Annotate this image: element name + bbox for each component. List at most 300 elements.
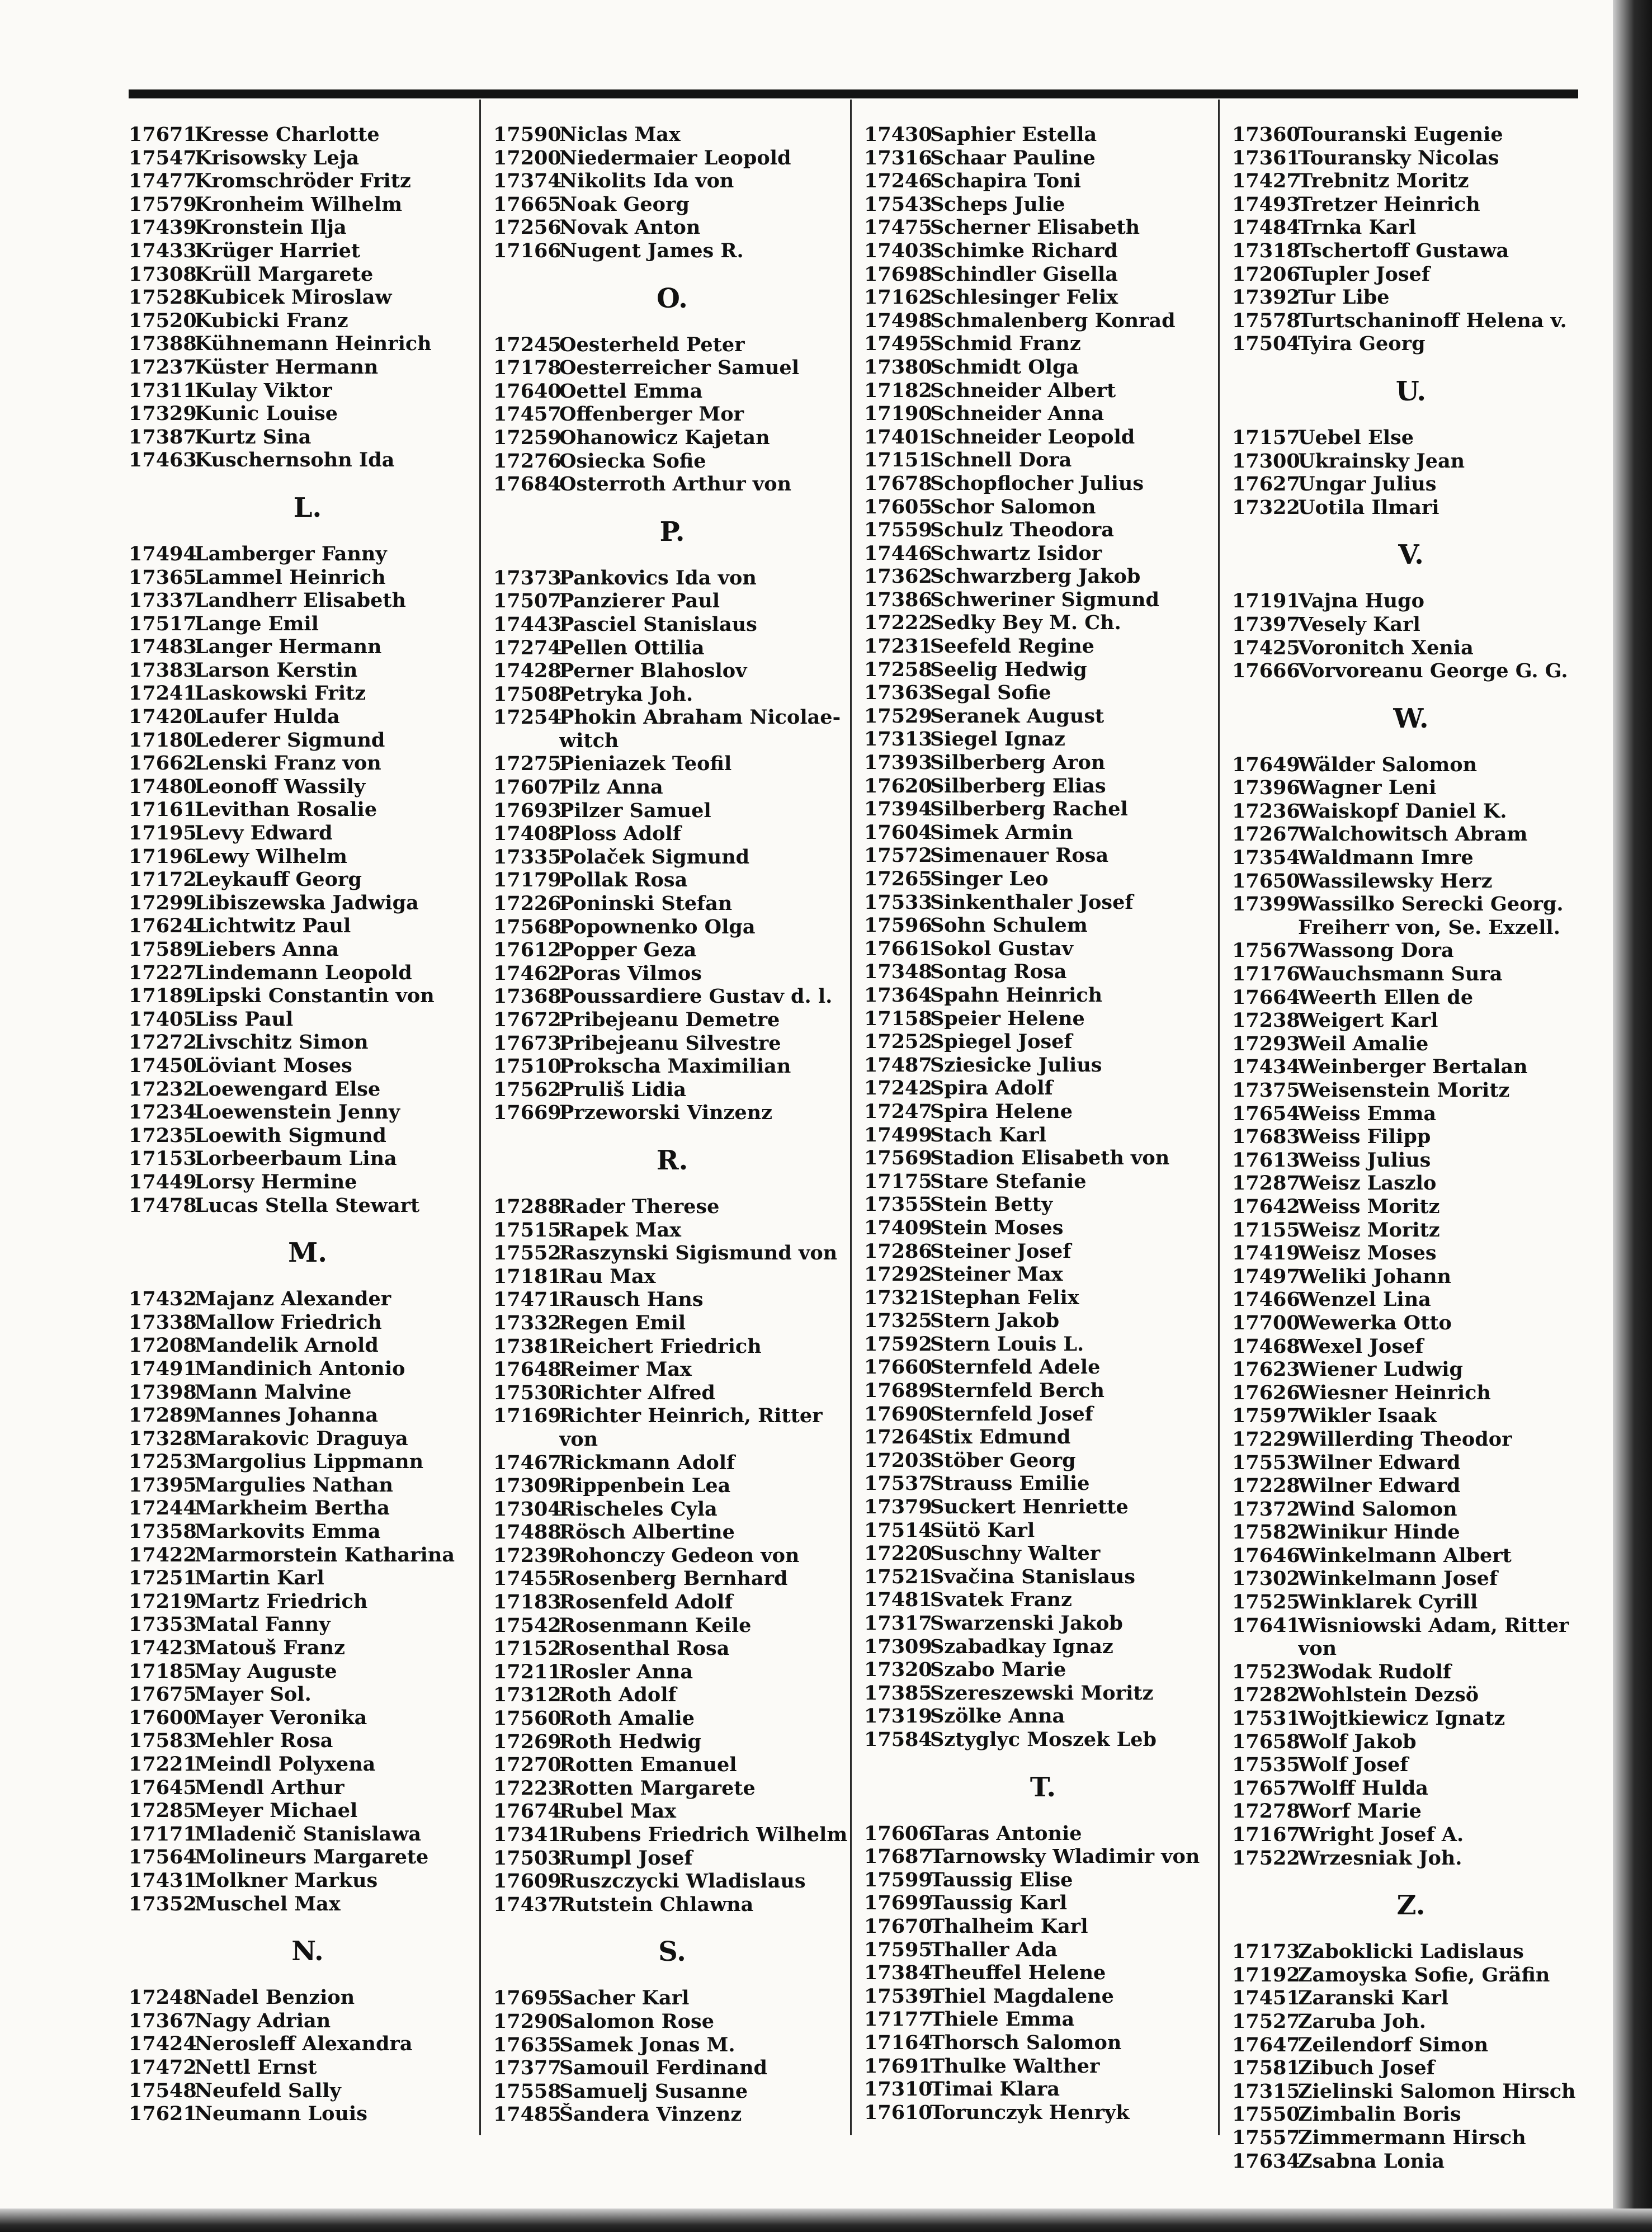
entry-number: 17475 [864, 216, 932, 239]
entry-number: 17661 [864, 937, 932, 960]
entry-number: 17564 [129, 1846, 197, 1869]
entry-name: Tschertoff Gustawa [1298, 239, 1509, 262]
entry-number: 17471 [493, 1288, 561, 1311]
section-letter-heading: U. [1395, 375, 1427, 407]
list-entry [864, 542, 1222, 565]
entry-name: Weerth Ellen de [1298, 985, 1474, 1009]
entry-name: Rapek Max [559, 1218, 682, 1242]
entry-name: Nettl Ernst [195, 2055, 317, 2079]
entry-name: Schweriner Sigmund [930, 588, 1159, 611]
list-entry [129, 914, 487, 938]
list-entry [1232, 2080, 1590, 2103]
entry-name: Wassilko Serecki Georg. [1298, 893, 1564, 916]
entry-name: Osterroth Arthur von [559, 473, 792, 496]
entry-number: 17358 [129, 1520, 197, 1544]
entry-number: 17647 [1232, 2033, 1300, 2056]
entry-name: Kunic Louise [195, 402, 338, 426]
entry-name: Kühnemann Heinrich [195, 332, 432, 356]
entry-name: Martin Karl [195, 1566, 324, 1590]
list-entry [129, 1450, 487, 1474]
entry-number: 17236 [1232, 799, 1300, 823]
entry-name: Meindl Polyxena [195, 1753, 376, 1776]
list-entry [864, 2101, 1222, 2125]
list-entry [864, 658, 1222, 682]
entry-number: 17320 [864, 1658, 932, 1682]
list-entry [864, 1309, 1222, 1333]
entry-number: 17182 [864, 379, 932, 402]
list-entry [864, 1542, 1222, 1565]
section-letter-heading: Z. [1396, 1890, 1426, 1922]
entry-number: 17514 [864, 1518, 932, 1542]
entry-number: 17590 [493, 123, 561, 146]
entry-name: Panzierer Paul [559, 589, 720, 613]
entry-number: 17584 [864, 1728, 932, 1751]
entry-name: Weiss Moritz [1298, 1195, 1440, 1218]
entry-name: Pankovics Ida von [559, 566, 757, 589]
list-entry [129, 635, 487, 659]
list-entry [1232, 332, 1590, 356]
entry-name: Wolff Hulda [1298, 1776, 1428, 1800]
list-entry [1232, 1683, 1590, 1707]
entry-name: Samuelj Susanne [559, 2079, 748, 2103]
entry-name: Loewith Sigmund [195, 1124, 386, 1147]
entry-number: 17380 [864, 355, 932, 379]
entry-number: 17610 [864, 2101, 932, 2124]
entry-number: 17177 [864, 2008, 932, 2031]
entry-number: 17645 [129, 1776, 197, 1799]
entry-name: Segal Sofie [930, 681, 1051, 705]
entry-number: 17269 [493, 1730, 561, 1753]
entry-name: Stadion Elisabeth von [930, 1146, 1170, 1170]
entry-number: 17267 [1232, 823, 1300, 846]
entry-number: 17394 [864, 798, 932, 821]
list-entry [1232, 846, 1590, 870]
list-entry [864, 1356, 1222, 1379]
entry-number: 17562 [493, 1078, 561, 1101]
entry-name: Rosler Anna [559, 1660, 693, 1683]
entry-name: Zaboklicki Ladislaus [1298, 1940, 1524, 1964]
entry-name: Wikler Isaak [1298, 1404, 1437, 1428]
column-1 [129, 123, 487, 2126]
entry-name: Weiss Filipp [1298, 1125, 1431, 1149]
entry-name: Spira Adolf [930, 1077, 1053, 1100]
entry-name: Poussardiere Gustav d. l. [559, 985, 833, 1008]
entry-name: Winkelmann Albert [1298, 1544, 1512, 1567]
entry-name: Mladenič Stanislawa [195, 1822, 422, 1846]
entry-number: 17321 [864, 1286, 932, 1309]
entry-number: 17403 [864, 239, 932, 262]
entry-number: 17650 [1232, 869, 1300, 893]
entry-number: 17599 [864, 1868, 932, 1891]
list-entry [493, 1986, 851, 2010]
list-entry [1232, 2150, 1590, 2173]
entry-name: Mendl Arthur [195, 1776, 344, 1799]
entry-name: Kubicek Miroslaw [195, 286, 392, 309]
entry-name: Rosenthal Rosa [559, 1637, 730, 1660]
entry-name: Tupler Josef [1298, 262, 1430, 286]
entry-number: 17315 [1232, 2079, 1300, 2103]
list-entry [1232, 962, 1590, 986]
list-entry [129, 123, 487, 147]
list-entry [493, 380, 851, 403]
list-entry [1232, 1125, 1590, 1149]
list-entry [1232, 193, 1590, 216]
entry-number: 17195 [129, 822, 197, 845]
entry-name: Krisowsky Leja [195, 146, 360, 169]
entry-name: Wodak Rudolf [1298, 1660, 1452, 1683]
page-edge-shadow [0, 2209, 1652, 2232]
list-entry [864, 705, 1222, 728]
entry-name: Meyer Michael [195, 1799, 358, 1823]
entry-number: 17355 [864, 1193, 932, 1216]
list-entry [1232, 1707, 1590, 1730]
entry-number: 17173 [1232, 1940, 1300, 1964]
entry-number: 17309 [864, 1635, 932, 1658]
entry-name: Raszynski Sigismund von [559, 1242, 838, 1265]
entry-number: 17423 [129, 1636, 197, 1660]
entry-number: 17431 [129, 1868, 197, 1892]
list-entry [864, 356, 1222, 379]
list-entry [864, 379, 1222, 403]
list-entry [1232, 1358, 1590, 1381]
list-entry [864, 216, 1222, 239]
entry-number: 17208 [129, 1334, 197, 1357]
entry-number: 17683 [1232, 1125, 1300, 1149]
list-entry [129, 216, 487, 239]
list-entry [1232, 1032, 1590, 1056]
list-entry [864, 309, 1222, 333]
list-entry [1232, 800, 1590, 823]
entry-number: 17341 [493, 1823, 561, 1846]
list-entry [129, 169, 487, 193]
entry-number: 17235 [129, 1124, 197, 1147]
list-entry [129, 891, 487, 915]
entry-number: 17153 [129, 1147, 197, 1171]
entry-name: Rosenberg Bernhard [559, 1567, 788, 1591]
entry-number: 17365 [129, 565, 197, 589]
entry-name: Landherr Elisabeth [195, 589, 406, 612]
entry-name: Wind Salomon [1298, 1497, 1457, 1521]
entry-number: 17169 [493, 1404, 561, 1428]
entry-name: Walchowitsch Abram [1298, 823, 1528, 846]
entry-number: 17572 [864, 844, 932, 867]
entry-name: Lamberger Fanny [195, 542, 387, 565]
entry-number: 17310 [864, 2078, 932, 2101]
entry-name: Schlesinger Felix [930, 286, 1118, 309]
entry-number: 17678 [864, 471, 932, 495]
entry-number: 17425 [1232, 636, 1300, 659]
entry-name: Lindemann Leopold [195, 961, 412, 984]
entry-number: 17499 [864, 1123, 932, 1146]
list-entry [864, 1565, 1222, 1589]
list-entry [129, 845, 487, 869]
entry-number: 17457 [493, 403, 561, 426]
list-entry [129, 1381, 487, 1404]
entry-name: Pribejeanu Silvestre [559, 1031, 781, 1055]
entry-name: Thiel Magdalene [930, 1984, 1114, 2008]
entry-name: Silberberg Aron [930, 751, 1106, 775]
entry-name: Wolf Josef [1298, 1753, 1409, 1777]
entry-name: Nagy Adrian [195, 2009, 331, 2032]
entry-name: Sztyglyc Moszek Leb [930, 1728, 1157, 1751]
entry-number: 17684 [493, 473, 561, 496]
entry-number: 17495 [864, 332, 932, 356]
entry-name: Weigert Karl [1298, 1009, 1438, 1032]
list-entry [864, 960, 1222, 984]
entry-number: 17312 [493, 1683, 561, 1707]
entry-number: 17657 [1232, 1776, 1300, 1800]
entry-name: Poninski Stefan [559, 892, 733, 916]
entry-number: 17624 [129, 914, 197, 938]
list-entry [1232, 123, 1590, 147]
entry-name: Rader Therese [559, 1195, 720, 1218]
list-entry [864, 1426, 1222, 1449]
list-entry [129, 1054, 487, 1078]
entry-name: Winikur Hinde [1298, 1521, 1460, 1544]
list-entry [864, 1146, 1222, 1170]
entry-name: Prokscha Maximilian [559, 1055, 791, 1078]
list-entry [493, 426, 851, 450]
list-entry [493, 333, 851, 357]
entry-name: Lucas Stella Stewart [195, 1193, 420, 1217]
entry-number: 17228 [1232, 1474, 1300, 1498]
entry-number: 17422 [129, 1543, 197, 1566]
list-entry [129, 659, 487, 682]
entry-number: 17253 [129, 1450, 197, 1474]
entry-number: 17392 [1232, 286, 1300, 309]
entry-number: 17166 [493, 239, 561, 262]
list-entry [864, 239, 1222, 263]
top-rule [129, 89, 1578, 98]
entry-number: 17483 [129, 635, 197, 659]
list-entry [129, 1497, 487, 1520]
entry-number: 17522 [1232, 1846, 1300, 1870]
entry-number: 17304 [493, 1497, 561, 1521]
list-entry [1232, 239, 1590, 263]
entry-name: Zaranski Karl [1298, 1986, 1449, 2010]
entry-number: 17581 [1232, 2056, 1300, 2080]
list-entry [864, 1449, 1222, 1473]
list-entry [129, 1986, 487, 2009]
entry-number: 17375 [1232, 1079, 1300, 1102]
list-entry [493, 356, 851, 380]
list-entry [129, 729, 487, 752]
entry-number: 17292 [864, 1263, 932, 1286]
entry-name: Tur Libe [1298, 286, 1390, 309]
entry-number: 17319 [864, 1705, 932, 1728]
entry-number: 17640 [493, 379, 561, 403]
list-entry [864, 937, 1222, 961]
list-entry [129, 147, 487, 170]
entry-name: Samek Jonas M. [559, 2033, 735, 2056]
entry-name: Roth Hedwig [559, 1730, 701, 1753]
entry-name: Margolius Lippmann [195, 1450, 424, 1474]
entry-name: Zimmermann Hirsch [1298, 2126, 1526, 2149]
section-letter-heading: O. [657, 282, 688, 314]
list-entry-continuation [493, 1428, 851, 1451]
list-entry [864, 1263, 1222, 1286]
entry-number: 17491 [129, 1357, 197, 1380]
entry-number: 17481 [864, 1588, 932, 1612]
section-letter-heading: L. [293, 492, 322, 523]
entry-name: Touranski Eugenie [1298, 123, 1503, 146]
entry-number: 17606 [864, 1822, 932, 1845]
entry-number: 17231 [864, 635, 932, 658]
entry-name: Rotten Emanuel [559, 1753, 737, 1777]
column-2 [493, 123, 851, 2126]
list-entry [864, 1007, 1222, 1031]
entry-name: Küster Hermann [195, 355, 379, 379]
list-entry [493, 403, 851, 426]
entry-number: 17381 [493, 1334, 561, 1358]
list-entry [1232, 1428, 1590, 1451]
list-entry-continuation [493, 729, 851, 753]
list-entry [864, 1822, 1222, 1846]
entry-number: 17690 [864, 1402, 932, 1426]
entry-name: Rohonczy Gedeon von [559, 1544, 800, 1567]
entry-name: Wewerka Otto [1298, 1311, 1452, 1334]
list-entry [493, 1078, 851, 1102]
page-edge-shadow [1613, 0, 1652, 2232]
list-entry [1232, 216, 1590, 239]
entry-number: 17662 [129, 752, 197, 775]
entry-number: 17427 [1232, 169, 1300, 193]
list-entry [129, 449, 487, 472]
entry-number: 17309 [493, 1474, 561, 1498]
list-entry [129, 2056, 487, 2079]
section-letter-heading: N. [291, 1936, 324, 1967]
entry-name: Weisz Moses [1298, 1242, 1437, 1265]
entry-name: Schneider Leopold [930, 425, 1135, 449]
entry-name: Winklarek Cyrill [1298, 1591, 1478, 1614]
entry-name: Torunczyk Henryk [930, 2101, 1130, 2124]
list-entry [1232, 1288, 1590, 1311]
entry-name: Stix Edmund [930, 1426, 1071, 1449]
list-entry [1232, 169, 1590, 193]
entry-number: 17221 [129, 1753, 197, 1776]
list-entry [1232, 2033, 1590, 2057]
list-entry [129, 1520, 487, 1544]
entry-number: 17206 [1232, 262, 1300, 286]
entry-number: 17368 [493, 985, 561, 1008]
entry-name: Svatek Franz [930, 1588, 1072, 1612]
list-entry [1232, 2126, 1590, 2150]
entry-name: Sütö Karl [930, 1518, 1035, 1542]
entry-name: Nugent James R. [559, 239, 744, 262]
entry-name: Laufer Hulda [195, 705, 340, 729]
list-entry [129, 1008, 487, 1031]
list-entry [1232, 426, 1590, 450]
list-entry [129, 1544, 487, 1567]
entry-name: Sinkenthaler Josef [930, 890, 1134, 914]
list-entry [864, 123, 1222, 147]
entry-name: Sohn Schulem [930, 914, 1088, 937]
list-entry [1232, 473, 1590, 496]
entry-name: Lange Emil [195, 612, 319, 635]
list-entry [129, 1566, 487, 1590]
list-entry [129, 1194, 487, 1218]
entry-name: Schindler Gisella [930, 262, 1118, 286]
entry-name: Margulies Nathan [195, 1473, 393, 1497]
entry-number: 17219 [129, 1589, 197, 1613]
list-entry [864, 1333, 1222, 1356]
entry-number: 17179 [493, 869, 561, 892]
entry-number: 17352 [129, 1892, 197, 1915]
list-entry [493, 683, 851, 706]
entry-number: 17493 [1232, 192, 1300, 216]
list-entry [1232, 1591, 1590, 1614]
list-entry [493, 1823, 851, 1847]
list-entry [129, 1799, 487, 1823]
entry-number: 17666 [1232, 659, 1300, 683]
entry-name: Uebel Else [1298, 426, 1414, 449]
entry-number: 17318 [1232, 239, 1300, 262]
entry-number: 17504 [1232, 332, 1300, 356]
entry-number: 17520 [129, 309, 197, 332]
entry-name: Ploss Adolf [559, 822, 681, 846]
entry-name: Oesterheld Peter [559, 333, 745, 356]
list-entry [493, 776, 851, 799]
list-entry [493, 1474, 851, 1498]
entry-number: 17386 [864, 588, 932, 611]
list-entry [493, 1800, 851, 1823]
list-entry [1232, 2010, 1590, 2033]
entry-number: 17244 [129, 1497, 197, 1520]
entry-name: Mayer Veronika [195, 1706, 367, 1729]
entry-number: 17468 [1232, 1334, 1300, 1358]
entry-number: 17189 [129, 984, 197, 1008]
list-entry [129, 798, 487, 822]
entry-number: 17155 [1232, 1218, 1300, 1242]
entry-number: 17285 [129, 1799, 197, 1823]
section-letter-heading: S. [658, 1936, 686, 1968]
entry-name: Tarnowsky Wladimir von [930, 1845, 1200, 1868]
entry-number: 17222 [864, 611, 932, 635]
list-entry [129, 1404, 487, 1427]
entry-number: 17254 [493, 706, 561, 729]
list-entry [1232, 823, 1590, 846]
entry-name: Pollak Rosa [559, 869, 688, 892]
entry-name: Sternfeld Josef [930, 1402, 1093, 1426]
entry-number: 17348 [864, 960, 932, 984]
list-entry [129, 589, 487, 612]
entry-number: 17384 [864, 1961, 932, 1985]
entry-number: 17613 [1232, 1148, 1300, 1172]
entry-number: 17190 [864, 402, 932, 426]
list-entry [1232, 1730, 1590, 1754]
entry-number: 17239 [493, 1544, 561, 1567]
list-entry [129, 1846, 487, 1869]
entry-name: Stein Betty [930, 1193, 1053, 1216]
list-entry [493, 193, 851, 216]
entry-name: Zaruba Joh. [1298, 2009, 1426, 2033]
entry-number: 17241 [129, 682, 197, 705]
entry-name: Lewy Wilhelm [195, 844, 347, 868]
list-entry [493, 1451, 851, 1475]
entry-name: Lipski Constantin von [195, 984, 435, 1008]
entry-name: Leykauff Georg [195, 868, 362, 891]
entry-name: Mann Malvine [195, 1380, 352, 1404]
entry-number: 17607 [493, 776, 561, 799]
list-entry [864, 588, 1222, 612]
list-entry [493, 892, 851, 916]
list-entry [864, 1728, 1222, 1752]
list-entry [1232, 870, 1590, 893]
entry-name: Wassong Dora [1298, 939, 1454, 962]
list-entry [493, 1544, 851, 1568]
list-entry [864, 1658, 1222, 1682]
entry-number: 17488 [493, 1521, 561, 1544]
